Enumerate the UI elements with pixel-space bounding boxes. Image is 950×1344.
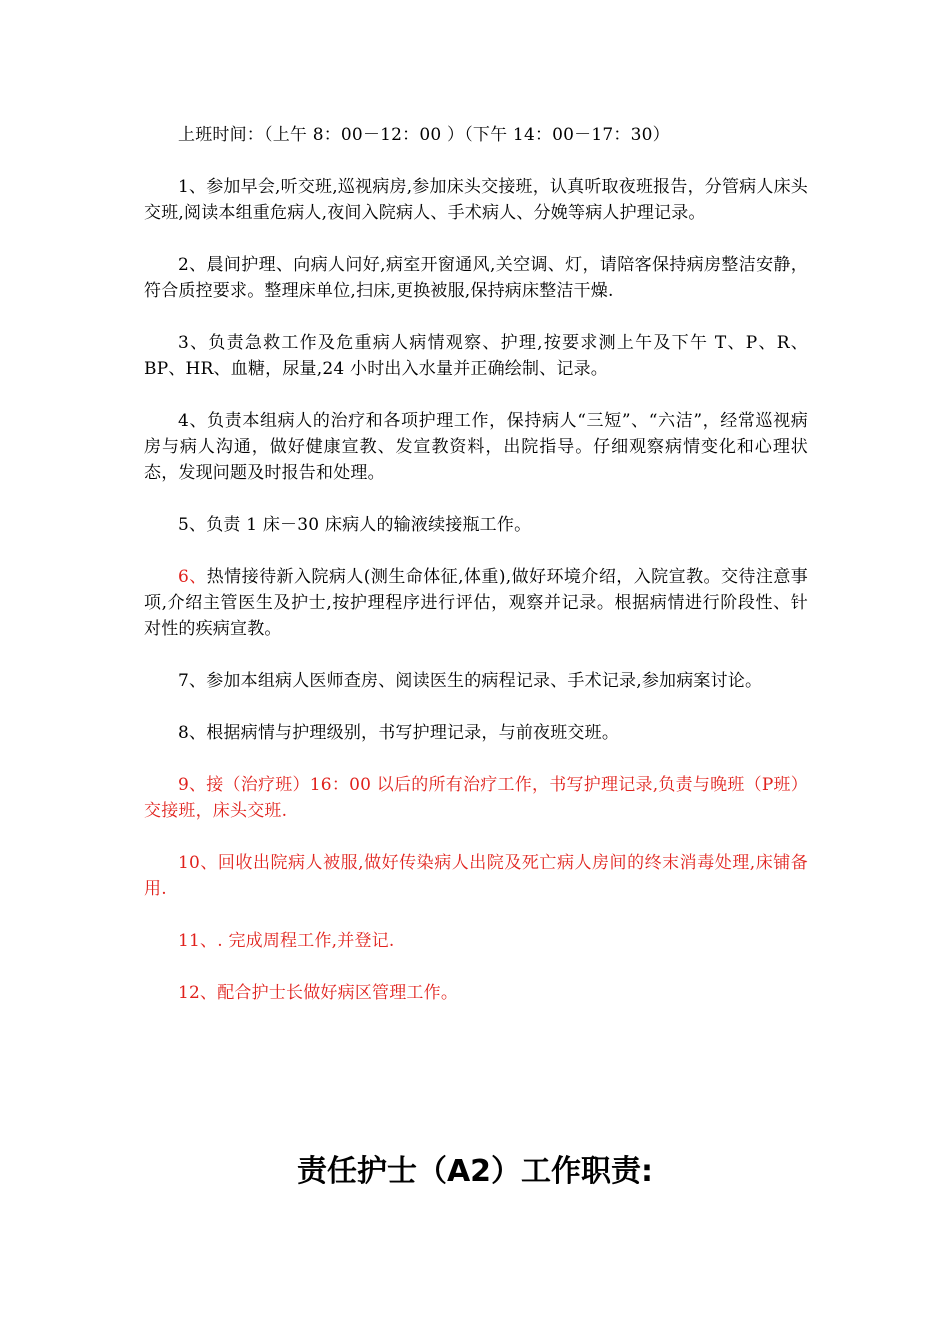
duty-item-12: 12、配合护士长做好病区管理工作。 [178, 983, 459, 1003]
duty-item-11: 11、. 完成周程工作,并登记. [178, 931, 395, 951]
duty-item-7: 7、参加本组病人医师查房、阅读医生的病程记录、手术记录,参加病案讨论。 [178, 671, 763, 691]
document-body [144, 122, 808, 1032]
duty-item-3: 3、负责急救工作及危重病人病情观察、护理,按要求测上午及下午 T、P、R、BP、HR、血糖，尿量,24 小时出入水量并正确绘制、记录。 [144, 333, 808, 379]
duty-item-4: 4、负责本组病人的治疗和各项护理工作，保持病人“三短”、“六洁”，经常巡视病房与病人沟通，做好健康宣教、发宣教资料，出院指导。仔细观察病情变化和心理状态，发现问题及时报告和处理。 [144, 411, 808, 483]
duty-item-6-number: 6、 [178, 567, 207, 587]
duty-item-8: 8、根据病情与护理级别，书写护理记录，与前夜班交班。 [178, 723, 620, 743]
duty-item-6 [144, 564, 808, 642]
duty-item-1: 1、参加早会,听交班,巡视病房,参加床头交接班，认真听取夜班报告，分管病人床头交班,阅读本组重危病人,夜间入院病人、手术病人、分娩等病人护理记录。 [144, 177, 808, 223]
duty-item-6-text: 热情接待新入院病人(测生命体征,体重),做好环境介绍，入院宣教。交待注意事项,介绍主管医生及护士,按护理程序进行评估，观察并记录。根据病情进行阶段性、针对性的疾病宣教。 [144, 567, 808, 639]
section-title: 责任护士（A2）工作职责: [296, 1154, 654, 1189]
work-schedule: 上班时间：（上午 8：00－12：00 ）（下午 14：00－17：30） [178, 125, 670, 145]
duty-item-9: 9、接（治疗班）16：00 以后的所有治疗工作，书写护理记录,负责与晚班（P班）交接班，床头交班. [144, 775, 808, 821]
duty-item-10: 10、回收出院病人被服,做好传染病人出院及死亡病人房间的终末消毒处理,床铺备用. [144, 853, 808, 899]
duty-item-5: 5、负责 1 床－30 床病人的输液续接瓶工作。 [178, 515, 532, 535]
duty-item-2: 2、晨间护理、向病人问好,病室开窗通风,关空调、灯，请陪客保持病房整洁安静，符合质控要求。整理床单位,扫床,更换被服,保持病床整洁干燥. [144, 255, 808, 301]
